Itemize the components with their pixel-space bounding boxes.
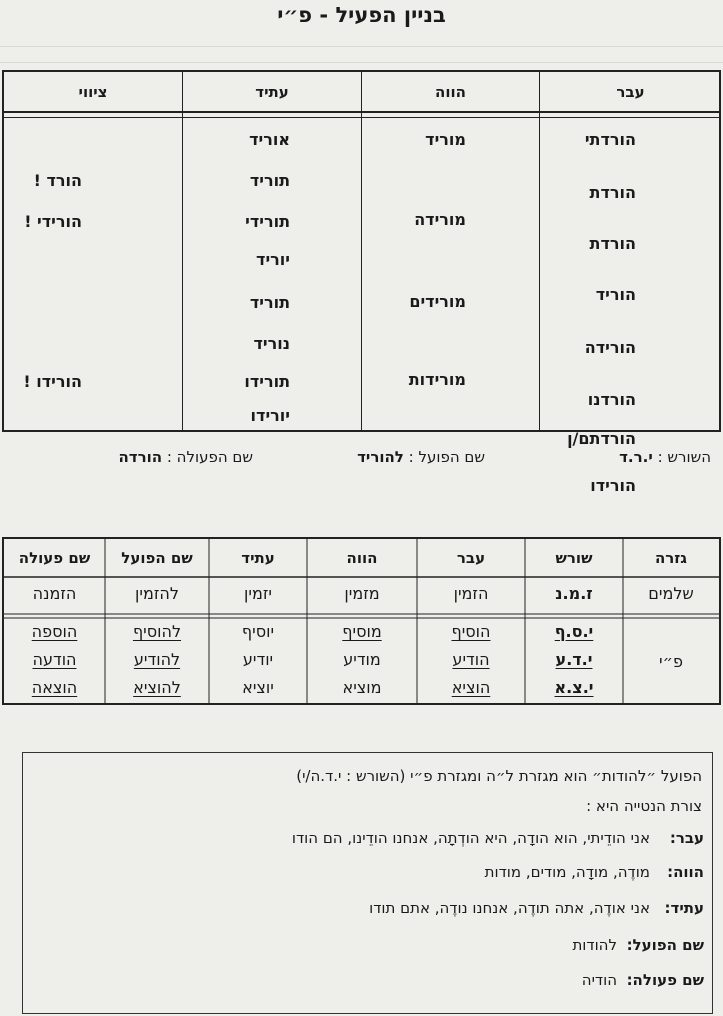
gizra-cell: הזמין (453, 584, 489, 603)
gizra-cell: להודיע (133, 650, 181, 669)
note-past-label: עבר: (669, 829, 704, 847)
present-form: מורידה (414, 210, 466, 229)
past-form: הורידו (590, 476, 636, 495)
gizra-table (2, 537, 721, 705)
note-box (22, 752, 713, 1014)
gizra-header: עבר (456, 549, 486, 567)
past-form: הורדת (589, 183, 636, 202)
gizra-cell: שלמים (648, 584, 694, 603)
past-form: הורדתי (584, 130, 636, 149)
gizra-cell: י.צ.א (554, 678, 594, 697)
gizra-cell: הוצאה (31, 678, 78, 697)
header-future: עתיד (255, 83, 289, 101)
gizra-header: גזרה (654, 549, 688, 567)
gizra-header: עתיד (241, 549, 275, 567)
future-form: תורידי (245, 212, 290, 231)
note-past-value: אני הודֵיתי, הוא הודָה, היא הודְתָה, אנחנו הודֵינו, הם הודו (291, 829, 650, 847)
past-form: הורדתם/ן (567, 429, 636, 448)
gizra-cell: יוסיף (241, 622, 275, 641)
action-noun-value: הורדה (118, 448, 163, 466)
gizra-header: שורש (555, 549, 593, 567)
gizra-cell: יוציא (242, 678, 274, 697)
past-form: הורדנו (587, 390, 636, 409)
present-form: מורידים (409, 292, 466, 311)
gizra-header: שם פעולה (18, 549, 91, 567)
note-intro: הפועל ״להודות״ הוא מגזרת ל״ה ומגזרת פ״י (השורש : י.ד.ה/י) (296, 767, 702, 785)
note-noun-value: הודיה (581, 971, 617, 989)
note-present-label: הווה: (667, 863, 704, 881)
note-infinitive-value: להודות (572, 936, 617, 954)
gizra-cell: מזמין (344, 584, 380, 603)
future-form: תוריד (249, 293, 290, 312)
gizra-cell: הוסיף (451, 622, 491, 641)
gizra-cell: להזמין (135, 584, 179, 603)
present-form: מוריד (425, 130, 466, 149)
gizra-cell: להוציא (133, 678, 181, 697)
gizra-cell: י.ד.ע (555, 650, 593, 669)
gizra-cell: פ״י (659, 652, 683, 671)
present-form: מורידות (408, 370, 466, 389)
imperative-form: הורידו ! (23, 372, 82, 391)
note-infinitive-label: שם הפועל: (626, 936, 704, 954)
gizra-cell: מוסיף (342, 622, 382, 641)
gizra-cell: י.ס.ף (554, 622, 594, 641)
gizra-cell: הוספה (31, 622, 78, 641)
gizra-cell: יזמין (244, 584, 272, 603)
gizra-cell: הוציא (451, 678, 491, 697)
note-future-value: אני אודֶה, אתה תודֶה, אנחנו נודֶה, אתם תודו (369, 899, 650, 917)
gizra-cell: מודיע (343, 650, 381, 669)
infinitive-value: להוריד (357, 448, 404, 466)
future-form: תורידו (244, 372, 290, 391)
note-subtitle: צורת הנטייה היא : (586, 797, 702, 815)
future-form: תוריד (249, 171, 290, 190)
past-form: הורדת (589, 234, 636, 253)
note-future-label: עתיד: (664, 899, 704, 917)
gizra-cell: מוציא (342, 678, 382, 697)
gizra-cell: ז.מ.נ (555, 584, 593, 603)
infinitive-info: שם הפועל : להוריד (357, 448, 485, 466)
note-noun-label: שם פעולה: (626, 971, 704, 989)
future-form: יורידו (250, 406, 290, 425)
gizra-cell: הודיע (452, 650, 490, 669)
gizra-cell: יודיע (242, 650, 274, 669)
gizra-header: הווה (346, 549, 378, 567)
header-present: הווה (435, 83, 466, 101)
root-info: השורש : י.ר.ד (619, 448, 711, 466)
gizra-cell: להוסיף (132, 622, 182, 641)
gizra-header: שם הפועל (121, 549, 193, 567)
root-value: י.ר.ד (619, 448, 653, 466)
action-noun-info: שם הפעולה : הורדה (118, 448, 253, 466)
future-form: אוריד (249, 130, 290, 149)
gizra-cell: הודעה (32, 650, 77, 669)
past-form: הוריד (595, 285, 636, 304)
gizra-cell: הזמנה (32, 584, 77, 603)
page-title: בניין הפעיל - פ״י (277, 3, 446, 27)
past-form: הורידה (584, 338, 636, 357)
imperative-form: הורד ! (33, 171, 82, 190)
future-form: נוריד (253, 334, 290, 353)
header-past: עבר (616, 83, 645, 101)
header-imperative: ציווי (78, 83, 108, 101)
future-form: יוריד (256, 250, 290, 269)
note-present-value: מודֶה, מודָה, מודים, מודות (484, 863, 650, 881)
imperative-form: הורידי ! (24, 212, 82, 231)
